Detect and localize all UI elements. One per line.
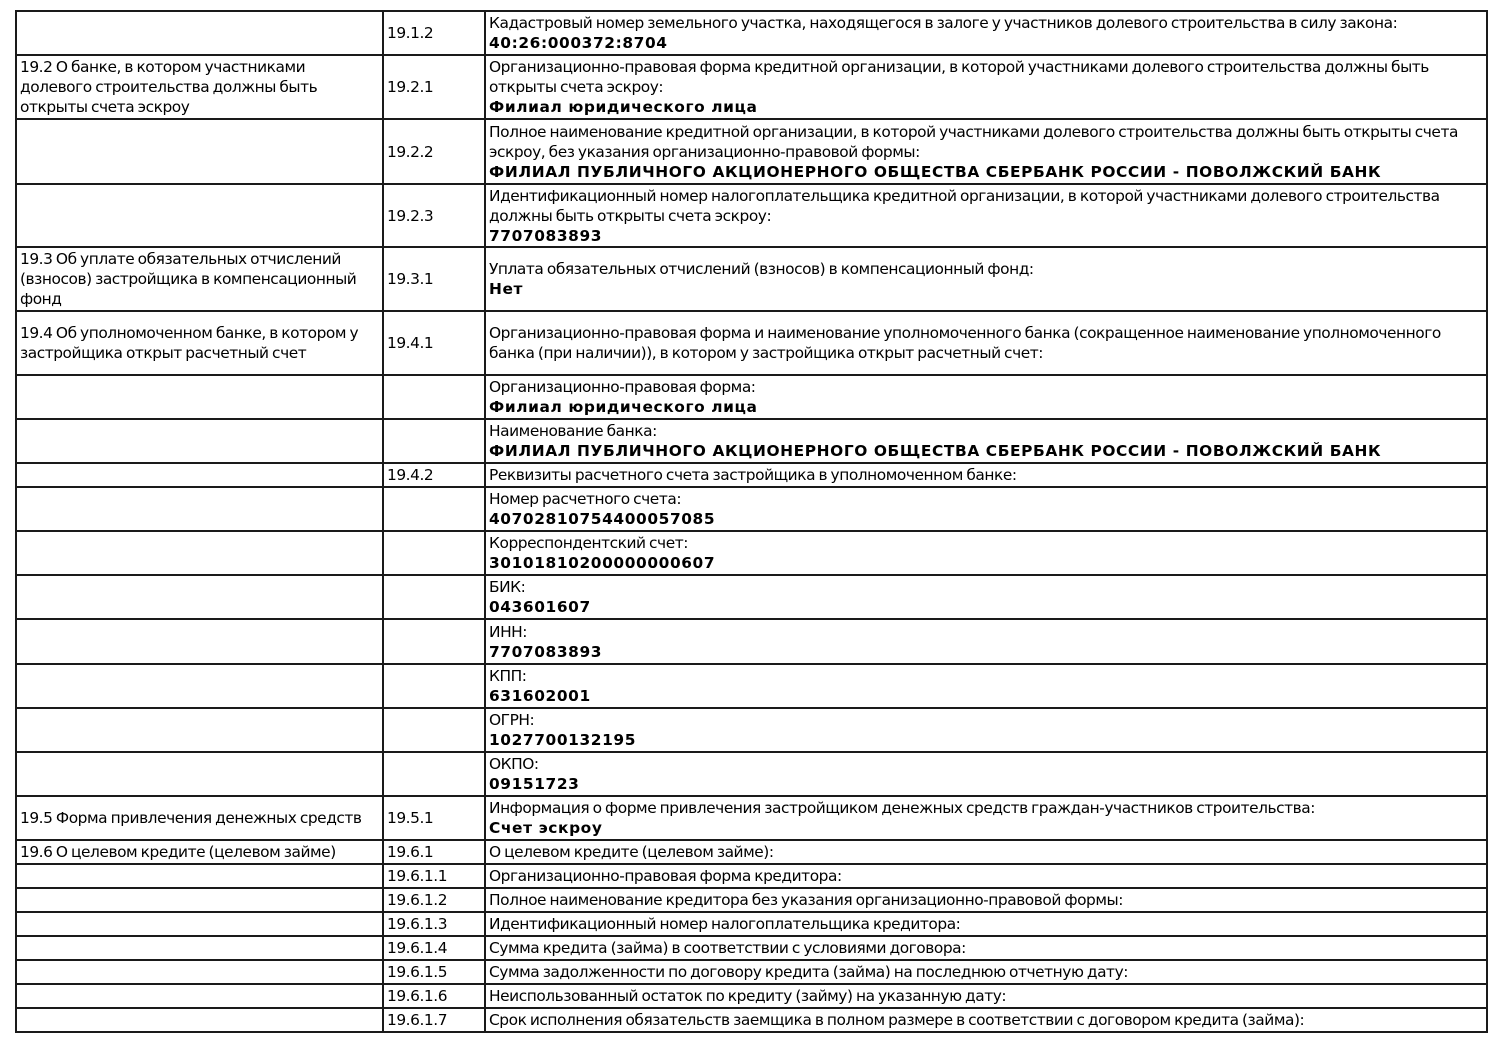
- code-cell: 19.6.1: [383, 840, 485, 864]
- code-cell: 19.2.2: [383, 119, 485, 184]
- code-cell: [383, 419, 485, 463]
- field-value: Филиал юридического лица: [489, 398, 758, 416]
- section-cell: [16, 463, 383, 487]
- table-row: [16, 664, 1487, 708]
- section-cell: [16, 419, 383, 463]
- field-label: Неиспользованный остаток по кредиту (займу) на указанную дату:: [489, 987, 1007, 1005]
- section-cell: [16, 575, 383, 619]
- section-cell: [16, 960, 383, 984]
- table-row: [16, 375, 1487, 419]
- section-cell: [16, 888, 383, 912]
- table-row: [16, 936, 1487, 960]
- table-body: [16, 11, 1487, 1032]
- content-cell: [485, 708, 1487, 752]
- section-cell: [16, 752, 383, 796]
- code-cell: [383, 531, 485, 575]
- section-cell: 19.4 Об уполномоченном банке, в котором у застройщика открыт расчетный счет: [16, 311, 383, 375]
- content-cell: [485, 119, 1487, 184]
- code-cell: 19.4.1: [383, 311, 485, 375]
- section-cell: [16, 184, 383, 247]
- field-value: Филиал юридического лица: [489, 98, 758, 116]
- field-label: О целевом кредите (целевом займе):: [489, 843, 774, 861]
- content-cell: [485, 487, 1487, 531]
- table-row: [16, 984, 1487, 1008]
- section-cell: 19.6 О целевом кредите (целевом займе): [16, 840, 383, 864]
- code-cell: [383, 752, 485, 796]
- section-cell: [16, 375, 383, 419]
- content-cell: [485, 912, 1487, 936]
- content-cell: [485, 184, 1487, 247]
- field-value: Счет эскроу: [489, 819, 603, 837]
- code-cell: [383, 619, 485, 664]
- code-cell: 19.2.1: [383, 55, 485, 119]
- content-cell: [485, 796, 1487, 840]
- section-cell: [16, 119, 383, 184]
- table-row: [16, 1008, 1487, 1032]
- table-row: [16, 419, 1487, 463]
- field-value: ФИЛИАЛ ПУБЛИЧНОГО АКЦИОНЕРНОГО ОБЩЕСТВА СБЕРБАНК РОССИИ - ПОВОЛЖСКИЙ БАНК: [489, 162, 1382, 181]
- field-value: 40702810754400057085: [489, 510, 716, 528]
- table-row: [16, 11, 1487, 55]
- field-label: БИК:: [489, 578, 526, 596]
- code-cell: [383, 664, 485, 708]
- code-cell: 19.6.1.1: [383, 864, 485, 888]
- field-label: Номер расчетного счета:: [489, 490, 682, 508]
- table-row: [16, 619, 1487, 664]
- table-row: [16, 463, 1487, 487]
- table-row: [16, 864, 1487, 888]
- field-label: Информация о форме привлечения застройщиком денежных средств граждан-участников строительства:: [489, 799, 1316, 817]
- field-label: КПП:: [489, 667, 527, 685]
- table-row: [16, 960, 1487, 984]
- content-cell: [485, 888, 1487, 912]
- field-label: Сумма задолженности по договору кредита (займа) на последнюю отчетную дату:: [489, 963, 1128, 981]
- code-cell: [383, 487, 485, 531]
- code-cell: 19.6.1.3: [383, 912, 485, 936]
- field-label: Уплата обязательных отчислений (взносов) в компенсационный фонд:: [489, 260, 1034, 278]
- table-row: [16, 888, 1487, 912]
- section-cell: [16, 936, 383, 960]
- code-cell: [383, 375, 485, 419]
- content-cell: [485, 247, 1487, 311]
- field-label: Организационно-правовая форма кредитной организации, в которой участниками долевого строительства должны быть открыты счета эскроу:: [489, 58, 1429, 96]
- section-cell: [16, 664, 383, 708]
- code-cell: 19.1.2: [383, 11, 485, 55]
- field-label: ОКПО:: [489, 755, 539, 773]
- section-cell: 19.5 Форма привлечения денежных средств: [16, 796, 383, 840]
- field-label: Идентификационный номер налогоплательщика кредитора:: [489, 915, 961, 933]
- table-row: [16, 184, 1487, 247]
- section-cell: 19.3 Об уплате обязательных отчислений (взносов) застройщика в компенсационный фонд: [16, 247, 383, 311]
- content-cell: [485, 752, 1487, 796]
- field-value: 7707083893: [489, 226, 603, 245]
- field-label: Сумма кредита (займа) в соответствии с условиями договора:: [489, 939, 966, 957]
- section-cell: [16, 11, 383, 55]
- section-cell: 19.2 О банке, в котором участниками долевого строительства должны быть открыты счета эскроу: [16, 55, 383, 119]
- code-cell: [383, 575, 485, 619]
- section-cell: [16, 984, 383, 1008]
- table-row: [16, 311, 1487, 375]
- content-cell: [485, 664, 1487, 708]
- field-value: 7707083893: [489, 642, 603, 661]
- table-row: [16, 752, 1487, 796]
- table-row: [16, 575, 1487, 619]
- content-cell: [485, 463, 1487, 487]
- field-label: ОГРН:: [489, 711, 535, 729]
- table-row: [16, 487, 1487, 531]
- code-cell: [383, 708, 485, 752]
- code-cell: 19.6.1.5: [383, 960, 485, 984]
- field-label: Полное наименование кредитной организации, в которой участниками долевого строительства должны быть открыты счета эскроу, без указания организационно-правовой формы:: [489, 122, 1458, 161]
- field-value: 1027700132195: [489, 731, 637, 749]
- field-value: ФИЛИАЛ ПУБЛИЧНОГО АКЦИОНЕРНОГО ОБЩЕСТВА СБЕРБАНК РОССИИ - ПОВОЛЖСКИЙ БАНК: [489, 442, 1382, 460]
- section-cell: [16, 531, 383, 575]
- content-cell: [485, 936, 1487, 960]
- field-value: 043601607: [489, 598, 591, 616]
- table-row: [16, 247, 1487, 311]
- code-cell: 19.6.1.4: [383, 936, 485, 960]
- content-cell: [485, 11, 1487, 55]
- content-cell: [485, 575, 1487, 619]
- content-cell: [485, 55, 1487, 119]
- section-cell: [16, 1008, 383, 1032]
- code-cell: 19.6.1.7: [383, 1008, 485, 1032]
- code-cell: 19.2.3: [383, 184, 485, 247]
- table-row: [16, 796, 1487, 840]
- field-label: Реквизиты расчетного счета застройщика в уполномоченном банке:: [489, 466, 1017, 484]
- content-cell: [485, 960, 1487, 984]
- section-cell: [16, 864, 383, 888]
- table-row: [16, 912, 1487, 936]
- field-value: 40:26:000372:8704: [489, 34, 668, 52]
- field-label: Организационно-правовая форма и наименование уполномоченного банка (сокращенное наименование уполномоченного банка (при наличии)), в котором у застройщика открыт расчетный счет:: [489, 324, 1441, 362]
- table-row: [16, 531, 1487, 575]
- section-cell: [16, 619, 383, 664]
- field-value: 631602001: [489, 687, 591, 705]
- disclosure-table: [15, 10, 1488, 1033]
- content-cell: [485, 619, 1487, 664]
- field-label: Полное наименование кредитора без указания организационно-правовой формы:: [489, 891, 1123, 909]
- code-cell: 19.3.1: [383, 247, 485, 311]
- code-cell: 19.5.1: [383, 796, 485, 840]
- field-label: ИНН:: [489, 622, 528, 641]
- table-row: [16, 708, 1487, 752]
- content-cell: [485, 984, 1487, 1008]
- code-cell: 19.4.2: [383, 463, 485, 487]
- table-row: [16, 119, 1487, 184]
- field-label: Корреспондентский счет:: [489, 534, 688, 552]
- code-cell: 19.6.1.6: [383, 984, 485, 1008]
- content-cell: [485, 375, 1487, 419]
- content-cell: [485, 1008, 1487, 1032]
- content-cell: [485, 864, 1487, 888]
- content-cell: [485, 840, 1487, 864]
- content-cell: [485, 311, 1487, 375]
- section-cell: [16, 708, 383, 752]
- field-label: Организационно-правовая форма:: [489, 378, 756, 396]
- content-cell: [485, 531, 1487, 575]
- field-label: Кадастровый номер земельного участка, находящегося в залоге у участников долевого строительства в силу закона:: [489, 14, 1398, 32]
- field-label: Срок исполнения обязательств заемщика в полном размере в соответствии с договором кредита (займа):: [489, 1011, 1305, 1029]
- field-value: Нет: [489, 280, 524, 298]
- field-value: 30101810200000000607: [489, 554, 716, 572]
- field-value: 09151723: [489, 775, 580, 793]
- field-label: Наименование банка:: [489, 422, 657, 440]
- content-cell: [485, 419, 1487, 463]
- field-label: Идентификационный номер налогоплательщика кредитной организации, в которой участниками долевого строительства должны быть открыты счета эскроу:: [489, 186, 1440, 225]
- section-cell: [16, 487, 383, 531]
- code-cell: 19.6.1.2: [383, 888, 485, 912]
- table-row: [16, 840, 1487, 864]
- table-row: [16, 55, 1487, 119]
- field-label: Организационно-правовая форма кредитора:: [489, 867, 842, 885]
- section-cell: [16, 912, 383, 936]
